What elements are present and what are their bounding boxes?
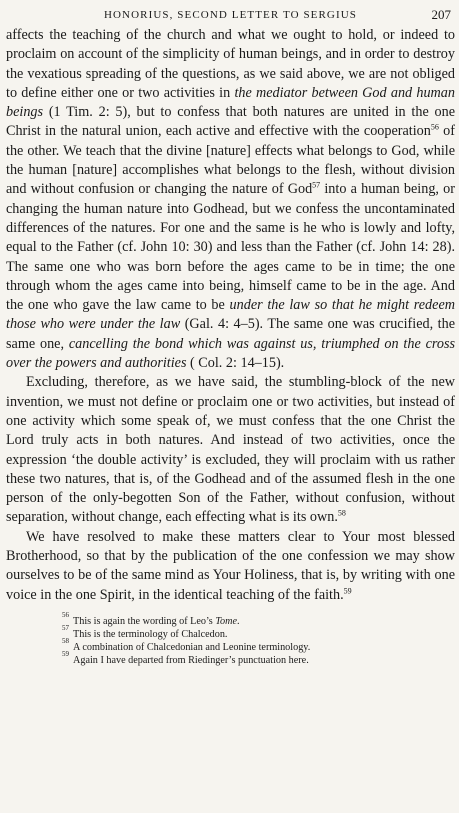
footnote-text: This is the terminology of Chalcedon. bbox=[73, 628, 228, 640]
footnote-marker: 59 bbox=[62, 649, 69, 658]
running-title: HONORIUS, SECOND LETTER TO SERGIUS bbox=[103, 9, 358, 21]
footnote-marker: 58 bbox=[62, 636, 69, 645]
text-run: into a human being, or changing the human nature into Godhead, but we confess the uncontaminated differences of the natures. For one and the same is he who is lowly and lofty, equal to the Father (cf. John 10: 30) and less than the Father (cf. John 14: 28). The same one who was born before the ages came to be in time; the one through whom the ages came into being, himself came to be in the age. And the one who gave the law came to be bbox=[6, 181, 455, 314]
text-run: Excluding, therefore, as we have said, the stumbling-block of the new invention, we must not define or proclaim one or two activities, but instead of one activity which some speak of, we must confess that the one Christ the Lord truly acts in both natures. And instead of two activities, once the expression ‘the double activity’ is excluded, they will proclaim with us rather these two natures, that is, of the Godhead and of the assumed flesh in the one person of the only-begotten Son of the Father, without confusion, without separation, without change, each effecting what is its own. bbox=[6, 374, 455, 526]
footnote-58 bbox=[62, 636, 455, 654]
text-run: affects the teaching of the church and what we ought to hold, or indeed to proclaim on account of the simplicity of human beings, and in order to destroy the vexatious spreading of the questions, as we said above, we are not obliged to define either one or two activities in bbox=[6, 27, 455, 101]
footnote-ref: 58 bbox=[337, 508, 346, 518]
text-run: (Gal. 4: 4–5). The same one was crucified, the same one, bbox=[6, 316, 455, 352]
footnote-ref: 57 bbox=[312, 180, 321, 190]
italic-quotation: under the law so that he might redeem those who were under the law bbox=[6, 297, 455, 333]
text-run: We have resolved to make these matters clear to Your most blessed Brotherhood, so that by the publication of the one confession we may show ourselves to be of the same mind as Your Holiness, that is, by writing with one voice in the one Spirit, in the identical teaching of the faith. bbox=[6, 528, 455, 603]
footnote-marker: 56 bbox=[62, 610, 69, 619]
footnote-marker: 57 bbox=[62, 623, 69, 632]
text-run: ( Col. 2: 14–15). bbox=[186, 355, 285, 372]
page-number: 207 bbox=[431, 7, 451, 22]
footnote-56 bbox=[62, 610, 455, 628]
footnote-ref: 56 bbox=[430, 122, 439, 132]
text-run: (1 Tim. 2: 5), but to confess that both natures are united in the one Christ in the natural union, each active and effective with the cooperation bbox=[6, 104, 455, 140]
paragraph-1 bbox=[6, 26, 455, 373]
running-head bbox=[6, 4, 455, 26]
italic-quotation: the mediator between God and human beings bbox=[6, 84, 455, 121]
text-run: of the other. We teach that the divine [nature] effects what belongs to God, while the human [nature] accomplishes what belongs to the flesh, without division and without confusion or changing the nature of God bbox=[6, 123, 455, 198]
footnotes bbox=[6, 610, 455, 667]
footnote-text: A combination of Chalcedonian and Leonine terminology. bbox=[73, 641, 311, 653]
footnote-57 bbox=[62, 623, 455, 641]
footnote-ref: 59 bbox=[343, 585, 352, 595]
footnote-text: This is again the wording of Leo’s Tome. bbox=[73, 615, 240, 627]
footnote-text: Again I have departed from Riedinger’s punctuation here. bbox=[73, 654, 309, 666]
paragraph-3 bbox=[6, 528, 455, 605]
body-text bbox=[6, 26, 455, 605]
paragraph-2 bbox=[6, 373, 455, 527]
italic-quotation: cancelling the bond which was against us, triumphed on the cross over the powers and authorities bbox=[6, 335, 455, 372]
footnote-59 bbox=[62, 649, 455, 667]
